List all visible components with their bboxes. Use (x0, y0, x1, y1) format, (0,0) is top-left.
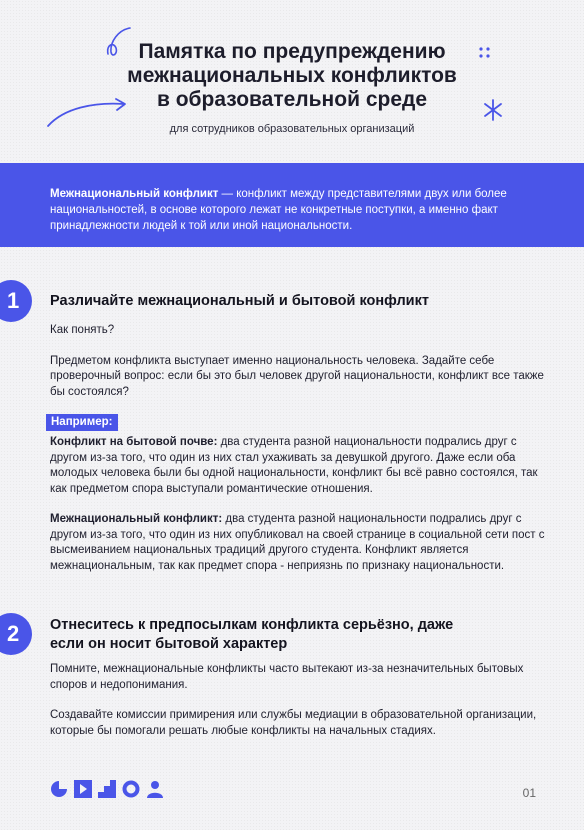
section-paragraph: Предметом конфликта выступает именно национальность человека. Задайте себе проверочный вопрос: если бы это был человек другой национальности, конфликт все также бы состоялся? (50, 354, 544, 398)
example-text: два студента разной национальности подрались друг с другом из-за того, что один из них опубликовал на своей странице в социальной сети пост с высмеиванием национальных традиций другого студента. Конфликт является межнациональным, так как предмет спора - неприязнь по признаку национальности. (50, 513, 545, 572)
section-number-badge: 2 (0, 613, 32, 655)
section-1 (50, 292, 550, 574)
example-term: Конфликт на бытовой почве: (50, 436, 218, 448)
section-heading: Отнеситесь к предпосылкам конфликта серьёзно, даже если он носит бытовой характер (50, 617, 454, 652)
example-text: два студента разной национальности подрались друг с другом из-за того, что один из них стал ухаживать за девушкой другого. Даже если оба молодых человека были бы одной национальности, конфликт бы всё равно состоялся, так как предметом спора выступали романтические отношения. (50, 436, 538, 495)
page-title (0, 40, 584, 112)
example-household (50, 435, 550, 497)
quarter-circle-icon (50, 780, 68, 798)
example-interethnic (50, 512, 550, 574)
stairs-icon (98, 780, 116, 798)
section-heading: Различайте межнациональный и бытовой конфликт (50, 293, 429, 309)
example-term: Межнациональный конфликт: (50, 513, 223, 525)
ring-icon (122, 780, 140, 798)
section-paragraph: Помните, межнациональные конфликты часто вытекают из-за незначительных бытовых споров и недопонимания. (50, 663, 524, 691)
footer-logo-icons (50, 780, 164, 798)
section-paragraph: Создавайте комиссии примирения или службы медиации в образовательной организации, которые бы помогали решать любые конфликты на начальных стадиях. (50, 709, 537, 737)
play-square-icon (74, 780, 92, 798)
section-question: Как понять? (50, 324, 115, 336)
title-line: в образовательной среде (156, 88, 428, 111)
definition-text: — конфликт между представителями двух или более национальностей, в основе которого лежат не конкретные поступки, а именно факт принадлежности людей к той или иной национальности. (50, 188, 507, 232)
person-icon (146, 780, 164, 798)
title-line: Памятка по предупреждению (138, 40, 446, 63)
title-line: межнациональных конфликтов (127, 64, 457, 87)
definition-term: Межнациональный конфликт (50, 188, 219, 200)
page-subtitle: для сотрудников образовательных организаций (169, 123, 415, 135)
example-label: Например: (46, 414, 118, 431)
page-number: 01 (522, 786, 536, 800)
definition-banner (0, 163, 584, 247)
section-number-badge: 1 (0, 280, 32, 322)
section-2 (50, 616, 550, 739)
